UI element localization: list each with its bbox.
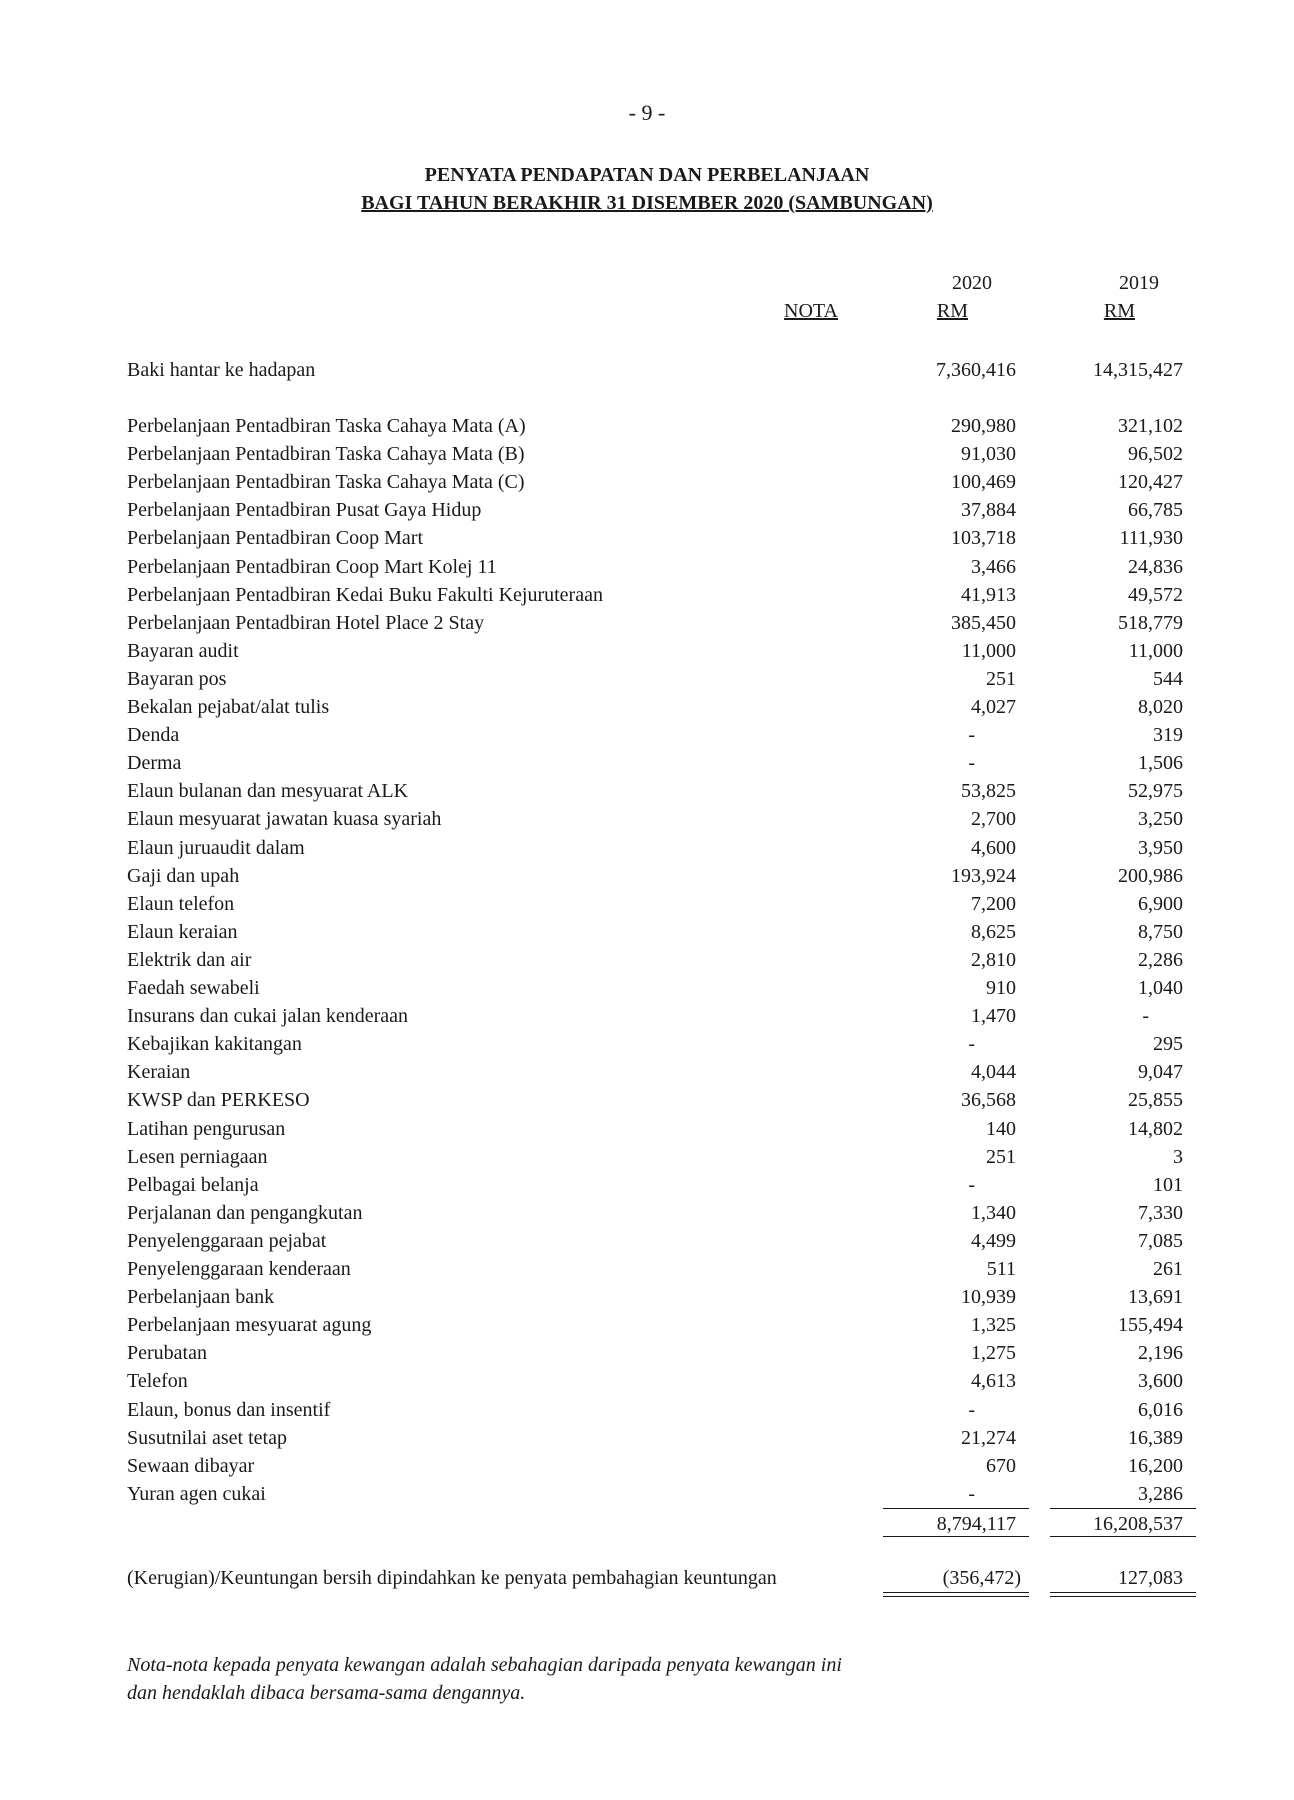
value-2019: 96,502 — [1128, 443, 1183, 466]
table-row — [127, 1143, 1187, 1171]
table-row — [127, 1339, 1187, 1367]
value-2019: 319 — [1153, 724, 1183, 747]
value-2019: 52,975 — [1128, 780, 1183, 803]
value-2019: 6,900 — [1138, 892, 1183, 915]
row-label: Penyelenggaraan pejabat — [127, 1229, 327, 1252]
value-2019: 544 — [1153, 667, 1183, 690]
table-row — [127, 1311, 1187, 1339]
table-row — [127, 1227, 1187, 1255]
value-2020: - — [968, 1482, 975, 1505]
row-label: Elaun, bonus dan insentif — [127, 1398, 331, 1421]
value-2019: 1,506 — [1138, 752, 1183, 775]
table-row — [127, 890, 1187, 918]
value-2019: 2,286 — [1138, 948, 1183, 971]
table-row — [127, 1480, 1187, 1508]
value-2020: 290,980 — [951, 415, 1016, 437]
table-row — [127, 749, 1187, 777]
value-2019: 111,930 — [1119, 527, 1183, 550]
value-2020: 4,027 — [971, 696, 1016, 718]
value-2020: 1,275 — [971, 1342, 1016, 1365]
row-label: Perbelanjaan mesyuarat agung — [127, 1314, 372, 1337]
value-2020: - — [968, 1173, 975, 1196]
row-label: Elaun juruaudit dalam — [127, 836, 305, 859]
value-2019: 3,950 — [1138, 836, 1183, 859]
row-label: Elaun mesyuarat jawatan kuasa syariah — [127, 808, 442, 831]
row-label: Bayaran audit — [127, 639, 239, 662]
table-row — [127, 581, 1187, 609]
row-label: Perbelanjaan Pentadbiran Taska Cahaya Mata (A) — [127, 415, 526, 437]
value-2020: 7,200 — [971, 892, 1016, 915]
value-2020: 2,700 — [971, 808, 1016, 831]
value-2020: 91,030 — [961, 443, 1016, 466]
table-row — [127, 805, 1187, 833]
net-result-2019: 127,083 — [1118, 1567, 1183, 1589]
value-2020: 100,469 — [951, 471, 1016, 494]
table-row — [127, 637, 1187, 665]
column-header-year-2020: 2020 — [952, 272, 992, 294]
value-2020: 37,884 — [961, 499, 1016, 522]
row-label: KWSP dan PERKESO — [127, 1089, 310, 1112]
table-row — [127, 553, 1187, 581]
value-2019: 11,000 — [1128, 639, 1183, 662]
table-row — [127, 946, 1187, 974]
carried-forward-row — [127, 356, 1187, 384]
row-label: Gaji dan upah — [127, 864, 240, 887]
row-label: Insurans dan cukai jalan kenderaan — [127, 1005, 408, 1028]
row-label: Perbelanjaan bank — [127, 1286, 275, 1309]
value-2020: 193,924 — [951, 864, 1016, 887]
value-2019: 1,040 — [1138, 977, 1183, 999]
total-rule-bottom-2020 — [883, 1536, 1029, 1537]
column-header-rm-2019: RM — [1103, 300, 1135, 322]
table-row — [127, 1030, 1187, 1058]
statement-subtitle: BAGI TAHUN BERAKHIR 31 DISEMBER 2020 (SAMBUNGAN) — [361, 192, 933, 214]
table-row — [127, 721, 1187, 749]
row-label: Susutnilai aset tetap — [127, 1426, 287, 1449]
table-row — [127, 1115, 1187, 1143]
table-row — [127, 468, 1187, 496]
table-row — [127, 1002, 1187, 1030]
column-header-nota: NOTA — [784, 300, 838, 322]
row-label: Perjalanan dan pengangkutan — [127, 1201, 363, 1224]
table-row — [127, 524, 1187, 552]
row-label: Latihan pengurusan — [127, 1117, 286, 1140]
value-2020: 670 — [986, 1454, 1016, 1477]
value-2020: - — [968, 752, 975, 775]
table-row — [127, 1171, 1187, 1199]
value-2020: 4,044 — [971, 1061, 1016, 1084]
value-2020: 251 — [986, 667, 1016, 690]
value-2019: 295 — [1153, 1033, 1183, 1056]
value-2020: 511 — [986, 1258, 1016, 1280]
value-2020: 103,718 — [951, 527, 1016, 550]
table-row — [127, 1396, 1187, 1424]
value-2019: 14,315,427 — [1093, 359, 1183, 381]
row-label: Bayaran pos — [127, 667, 227, 690]
table-row — [127, 1058, 1187, 1086]
value-2020: 4,613 — [971, 1370, 1016, 1393]
value-2020: - — [968, 1398, 975, 1421]
row-label: Perbelanjaan Pentadbiran Taska Cahaya Mata (B) — [127, 443, 525, 466]
value-2019: 321,102 — [1118, 415, 1183, 437]
table-row — [127, 412, 1187, 440]
row-label: Baki hantar ke hadapan — [127, 359, 316, 381]
table-row — [127, 918, 1187, 946]
value-2020: 11,000 — [961, 639, 1016, 662]
table-row — [127, 1452, 1187, 1480]
value-2019: 66,785 — [1128, 499, 1183, 522]
value-2019: 261 — [1153, 1258, 1183, 1280]
row-label: Perbelanjaan Pentadbiran Kedai Buku Fakulti Kejuruteraan — [127, 583, 603, 606]
table-row — [127, 1255, 1187, 1283]
double-rule-2020 — [883, 1592, 1029, 1593]
value-2020: - — [968, 1033, 975, 1056]
value-2019: 16,389 — [1128, 1426, 1183, 1449]
value-2019: 101 — [1153, 1173, 1183, 1196]
value-2019: 49,572 — [1128, 583, 1183, 606]
value-2020: 21,274 — [961, 1426, 1016, 1449]
value-2020: 4,600 — [971, 836, 1016, 859]
table-row — [127, 777, 1187, 805]
row-label: (Kerugian)/Keuntungan bersih dipindahkan ke penyata pembahagian keuntungan — [127, 1567, 777, 1589]
value-2020: 251 — [986, 1145, 1016, 1168]
row-label: Penyelenggaraan kenderaan — [127, 1258, 351, 1280]
row-label: Pelbagai belanja — [127, 1173, 259, 1196]
value-2019: 2,196 — [1138, 1342, 1183, 1365]
value-2019: 6,016 — [1138, 1398, 1183, 1421]
row-label: Elektrik dan air — [127, 948, 252, 971]
total-row — [127, 1510, 1187, 1538]
value-2020: 8,625 — [971, 920, 1016, 943]
row-label: Perbelanjaan Pentadbiran Hotel Place 2 Stay — [127, 611, 485, 634]
row-label: Perubatan — [127, 1342, 207, 1365]
value-2019: 9,047 — [1138, 1061, 1183, 1084]
double-rule-2019 — [1050, 1592, 1196, 1593]
table-row — [127, 1283, 1187, 1311]
double-rule-2020-b — [883, 1596, 1029, 1597]
table-row — [127, 665, 1187, 693]
value-2020: 910 — [986, 977, 1016, 999]
value-2019: 7,085 — [1138, 1229, 1183, 1252]
value-2019: 8,020 — [1138, 696, 1183, 718]
value-2020: 7,360,416 — [936, 359, 1016, 381]
value-2019: 25,855 — [1128, 1089, 1183, 1112]
value-2019: 14,802 — [1128, 1117, 1183, 1140]
row-label: Kebajikan kakitangan — [127, 1033, 302, 1056]
value-2020: 41,913 — [961, 583, 1016, 606]
table-row — [127, 974, 1187, 1002]
row-label: Perbelanjaan Pentadbiran Coop Mart — [127, 527, 424, 550]
total-rule-bottom-2019 — [1050, 1536, 1196, 1537]
table-row — [127, 496, 1187, 524]
table-row — [127, 609, 1187, 637]
row-label: Telefon — [127, 1370, 188, 1393]
value-2020: 385,450 — [951, 611, 1016, 634]
row-label: Lesen perniagaan — [127, 1145, 268, 1168]
value-2019: 3,600 — [1138, 1370, 1183, 1393]
column-header-rm-2020: RM — [936, 300, 968, 322]
table-row — [127, 693, 1187, 721]
row-label: Faedah sewabeli — [127, 977, 260, 999]
value-2019: 3,286 — [1138, 1482, 1183, 1505]
row-label: Perbelanjaan Pentadbiran Pusat Gaya Hidup — [127, 499, 482, 522]
total-2019: 16,208,537 — [1093, 1513, 1183, 1535]
table-row — [127, 862, 1187, 890]
value-2019: 8,750 — [1138, 920, 1183, 943]
row-label: Elaun keraian — [127, 920, 238, 943]
value-2020: 140 — [986, 1117, 1016, 1140]
row-label: Yuran agen cukai — [127, 1482, 266, 1505]
total-2020: 8,794,117 — [936, 1513, 1016, 1535]
footnote-line-2: dan hendaklah dibaca bersama-sama dengannya. — [127, 1682, 526, 1704]
table-row — [127, 1199, 1187, 1227]
value-2019: 24,836 — [1128, 555, 1183, 578]
value-2020: 2,810 — [971, 948, 1016, 971]
value-2019: 3 — [1173, 1145, 1183, 1168]
total-rule-top-2020 — [883, 1508, 1029, 1509]
footnote-line-1: Nota-nota kepada penyata kewangan adalah sebahagian daripada penyata kewangan ini — [127, 1654, 842, 1676]
total-rule-top-2019 — [1050, 1508, 1196, 1509]
row-label: Derma — [127, 752, 182, 775]
value-2019: 518,779 — [1118, 611, 1183, 634]
column-header-year-2019: 2019 — [1119, 272, 1159, 294]
value-2020: 1,325 — [971, 1314, 1016, 1337]
value-2019: 155,494 — [1118, 1314, 1183, 1337]
value-2019: 120,427 — [1118, 471, 1183, 494]
table-row — [127, 1086, 1187, 1114]
row-label: Elaun telefon — [127, 892, 235, 915]
value-2020: 1,340 — [971, 1201, 1016, 1224]
value-2019: 13,691 — [1128, 1286, 1183, 1309]
row-label: Perbelanjaan Pentadbiran Taska Cahaya Mata (C) — [127, 471, 525, 494]
table-row — [127, 440, 1187, 468]
value-2019: 200,986 — [1118, 864, 1183, 887]
row-label: Sewaan dibayar — [127, 1454, 255, 1477]
table-row — [127, 1367, 1187, 1395]
net-result-row — [127, 1564, 1187, 1592]
value-2019: - — [1142, 1005, 1149, 1028]
double-rule-2019-b — [1050, 1596, 1196, 1597]
table-row — [127, 834, 1187, 862]
value-2020: - — [968, 724, 975, 747]
row-label: Keraian — [127, 1061, 191, 1084]
row-label: Bekalan pejabat/alat tulis — [127, 696, 330, 718]
table-row — [127, 1424, 1187, 1452]
value-2020: 10,939 — [961, 1286, 1016, 1309]
row-label: Denda — [127, 724, 180, 747]
value-2020: 53,825 — [961, 780, 1016, 803]
value-2019: 7,330 — [1138, 1201, 1183, 1224]
row-label: Elaun bulanan dan mesyuarat ALK — [127, 780, 409, 803]
value-2020: 3,466 — [971, 555, 1016, 578]
value-2020: 1,470 — [971, 1005, 1016, 1028]
value-2019: 3,250 — [1138, 808, 1183, 831]
value-2020: 4,499 — [971, 1229, 1016, 1252]
value-2020: 36,568 — [961, 1089, 1016, 1112]
statement-title: PENYATA PENDAPATAN DAN PERBELANJAAN — [424, 164, 870, 186]
row-label: Perbelanjaan Pentadbiran Coop Mart Kolej 11 — [127, 555, 497, 578]
page-number: - 9 - — [628, 100, 666, 125]
value-2019: 16,200 — [1128, 1454, 1183, 1477]
net-result-2020: (356,472) — [942, 1567, 1021, 1589]
